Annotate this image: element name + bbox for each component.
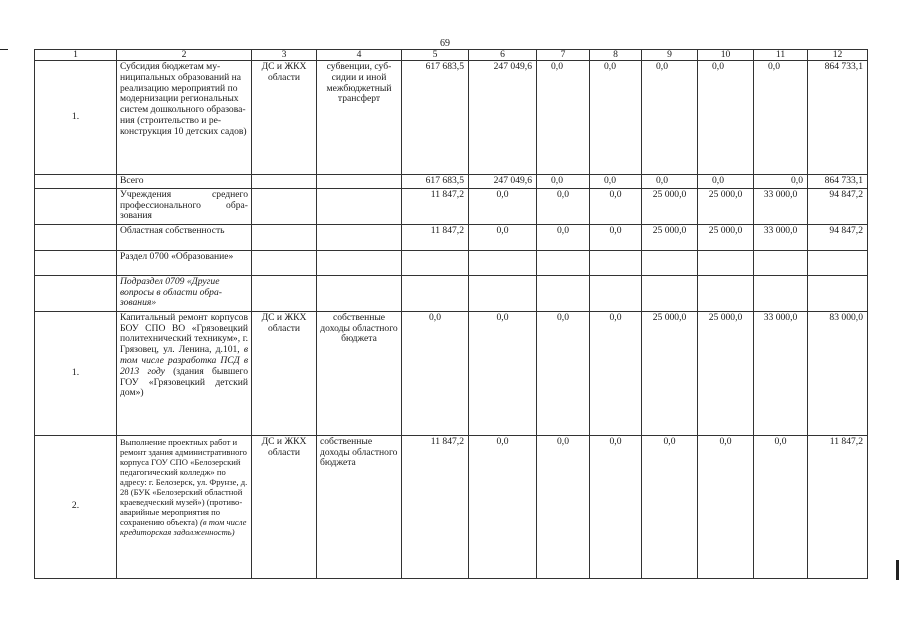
cell-col7: 0,0 [537,311,590,435]
row-number [35,250,117,275]
row-name-part: (здания бывшего ГОУ «Грязовецкий детский дом») [120,365,248,399]
column-header: 11 [754,50,808,61]
cell-col7: 0,0 [537,188,590,224]
row-executor [252,188,317,224]
column-header: 6 [469,50,537,61]
row-number [35,275,117,311]
table-row [35,175,868,189]
row-name-part: Выполнение проектных работ и ремонт здания административного корпуса ГОУ СПО «Белозерский педагогический колледж» по адресу: г. Белозерск, ул. Фрунзе, д. 28 (БУК «Белозерский областной краеведческий музей») (противоаварийные мероприятия по сохранению объекта) [120,436,248,527]
row-source [317,224,402,250]
margin-mark [0,49,8,50]
row-source: субвенции, субсидии и иной межбюджетный трансферт [317,61,402,175]
cell-col11: 0,0 [754,435,808,578]
cell-col12: 83 000,0 [808,311,868,435]
cell-col8: 0,0 [590,175,642,189]
row-source [317,175,402,189]
row-number: 1. [35,61,117,175]
cell-col5: 11 847,2 [402,224,469,250]
row-name: Областная собственность [117,224,252,250]
row-name-part: Капитальный ремонт корпусов БОУ СПО ВО «Грязовецкий политехнический техникум», г. Грязовец, ул. Ленина, д.101, [120,311,248,356]
cell-col7: 0,0 [537,435,590,578]
row-source: собственные доходы областного бюджета [317,435,402,578]
row-name [117,311,252,435]
row-name-italic-part: (в том числе кредиторская задолженность) [120,516,247,537]
cell-col10: 25 000,0 [698,188,754,224]
table-row [35,275,868,311]
cell-col9: 25 000,0 [642,224,698,250]
cell-col9: 25 000,0 [642,311,698,435]
cell-col6: 0,0 [469,224,537,250]
table-row [35,311,868,435]
cell-col5: 11 847,2 [402,188,469,224]
row-executor: ДС и ЖКХ области [252,435,317,578]
cell-col12: 864 733,1 [808,175,868,189]
column-header: 1 [35,50,117,61]
row-number [35,175,117,189]
cell-col12: 94 847,2 [808,188,868,224]
cell-col6: 247 049,6 [469,175,537,189]
cell-col11: 33 000,0 [754,311,808,435]
cell-col5: 0,0 [402,311,469,435]
cell-col9: 0,0 [642,435,698,578]
row-executor [252,224,317,250]
row-name: Субсидия бюджетам муниципальных образований на реализацию мероприятий по модернизации региональных систем дошкольного образования (строительство и реконструкция 10 детских садов) [117,61,252,175]
cell-col12: 94 847,2 [808,224,868,250]
row-source [317,188,402,224]
row-executor [252,175,317,189]
cell-col6: 0,0 [469,435,537,578]
column-header: 4 [317,50,402,61]
row-source: собственные доходы областного бюджета [317,311,402,435]
table-row [35,188,868,224]
row-executor: ДС и ЖКХ области [252,61,317,175]
cell-col10: 0,0 [698,435,754,578]
budget-table [34,49,868,579]
margin-mark [896,560,899,580]
row-executor: ДС и ЖКХ области [252,311,317,435]
cell-col7: 0,0 [537,61,590,175]
row-name: Учреждения среднего профессионального образования [117,188,252,224]
column-header: 8 [590,50,642,61]
cell-col6: 0,0 [469,311,537,435]
column-header: 7 [537,50,590,61]
table-row [35,61,868,175]
column-header: 10 [698,50,754,61]
cell-col7: 0,0 [537,175,590,189]
page-number: 69 [440,38,450,49]
row-number [35,224,117,250]
cell-col12: 11 847,2 [808,435,868,578]
row-name: Раздел 0700 «Образование» [117,250,252,275]
column-header: 3 [252,50,317,61]
row-name: Подраздел 0709 «Другие вопросы в области образования» [117,275,252,311]
column-header: 9 [642,50,698,61]
cell-col10: 0,0 [698,175,754,189]
cell-col9: 25 000,0 [642,188,698,224]
row-name: Всего [117,175,252,189]
cell-col12: 864 733,1 [808,61,868,175]
cell-col8: 0,0 [590,188,642,224]
row-name-italic-part: в том числе разработка ПСД в 2013 году [120,344,248,377]
table-row [35,435,868,578]
cell-col9: 0,0 [642,61,698,175]
cell-col8: 0,0 [590,311,642,435]
column-header: 5 [402,50,469,61]
cell-col11: 0,0 [754,61,808,175]
cell-col8: 0,0 [590,435,642,578]
cell-col9: 0,0 [642,175,698,189]
cell-col5: 617 683,5 [402,61,469,175]
cell-col6: 247 049,6 [469,61,537,175]
cell-col11: 33 000,0 [754,188,808,224]
table-row [35,250,868,275]
column-header: 12 [808,50,868,61]
table-row [35,224,868,250]
column-number-row [35,50,868,61]
row-number [35,188,117,224]
cell-col7: 0,0 [537,224,590,250]
cell-col11: 33 000,0 [754,224,808,250]
cell-col6: 0,0 [469,188,537,224]
row-number: 1. [35,311,117,435]
cell-col5: 11 847,2 [402,435,469,578]
cell-col10: 25 000,0 [698,224,754,250]
cell-col11: 0,0 [754,175,808,189]
cell-col8: 0,0 [590,224,642,250]
cell-col8: 0,0 [590,61,642,175]
cell-col10: 0,0 [698,61,754,175]
cell-col5: 617 683,5 [402,175,469,189]
column-header: 2 [117,50,252,61]
row-number: 2. [35,435,117,578]
row-name [117,435,252,578]
cell-col10: 25 000,0 [698,311,754,435]
